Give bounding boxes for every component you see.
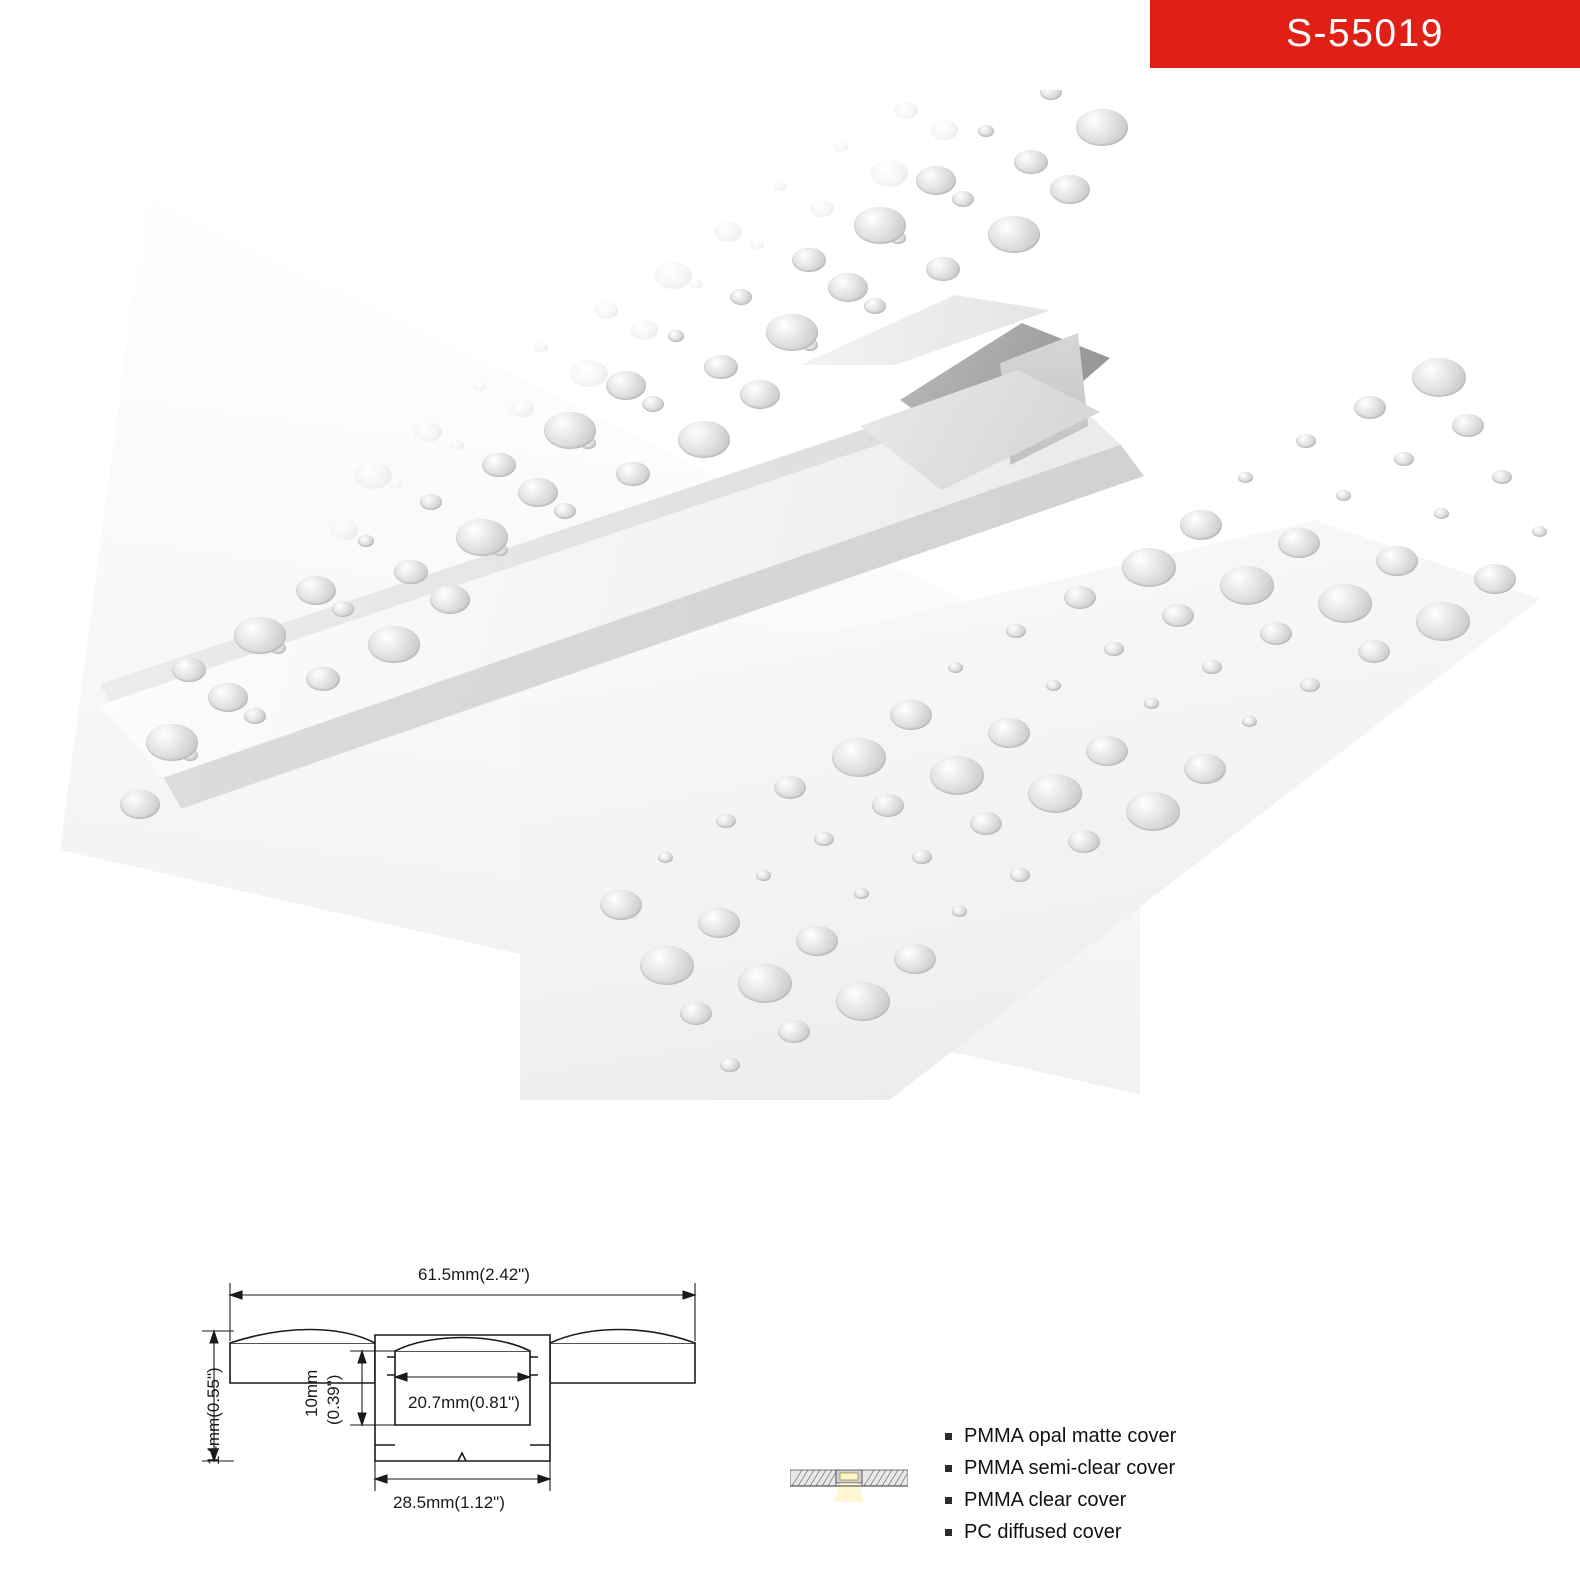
dimension-inner-height-label-line1: 10mm [302,1369,321,1417]
product-photo [0,90,1580,1100]
channel-end-cross-section [800,275,1120,525]
cover-option-item [945,1489,1365,1512]
cover-option-label: PMMA semi-clear cover [964,1457,1176,1479]
perforation-dot [1412,358,1466,397]
perforation-dot [930,120,958,140]
sku-badge [1150,0,1580,68]
perforation-dot [730,289,752,305]
perforation-dot [594,302,618,319]
perforation-dot [1296,434,1316,448]
dimension-channel-width-label: 28.5mm(1.12") [393,1493,505,1512]
perforation-dot [1014,150,1048,174]
perforation-dot [952,191,974,207]
sku-label: S-55019 [1286,12,1444,55]
cover-option-item [945,1425,1365,1448]
cover-option-label: PMMA clear cover [964,1489,1127,1511]
cover-option-item [945,1457,1365,1480]
perforation-dot [1040,90,1062,100]
dimension-drawing [190,1265,780,1515]
perforation-dot [690,280,702,289]
cover-option-label: PMMA opal matte cover [964,1425,1177,1447]
dimension-inner-width-label: 20.7mm(0.81") [408,1393,520,1412]
perforation-dot [654,262,692,289]
perforation-dot [894,102,918,119]
perforation-dot [810,200,834,217]
perforation-dot [1532,526,1547,537]
cover-option-item [945,1521,1365,1544]
perforation-dot [870,160,908,187]
bullet-icon [945,1433,952,1440]
bullet-icon [945,1465,952,1472]
perforation-dot [1076,109,1128,146]
bullet-icon [945,1497,952,1504]
perforation-dot [750,240,764,250]
perforation-dot [1394,452,1414,466]
dimension-overall-height-label: 14mm(0.55") [204,1367,223,1465]
perforation-dot [834,142,848,152]
perforation-dot [792,248,826,272]
perforation-dot [774,182,786,191]
perforation-dot [988,216,1040,253]
dimension-overall-width-label: 61.5mm(2.42") [418,1265,530,1284]
perforation-dot [1050,175,1090,204]
perforation-dot [890,232,906,244]
dimension-drawing-svg [190,1265,780,1515]
install-detail-svg [790,1462,908,1504]
perforation-dot [1492,470,1512,484]
cover-option-label: PC diffused cover [964,1521,1122,1543]
dimension-inner-height-label-line2: (0.39") [324,1374,343,1425]
perforation-dot [1452,414,1484,437]
cover-options-list [945,1425,1365,1553]
perforation-dot [916,166,956,195]
perforation-dot [1336,490,1351,501]
perforation-dot [1354,396,1386,419]
perforation-dot [978,125,994,137]
perforation-dot [1434,508,1449,519]
install-detail-thumbnail [790,1462,908,1504]
bullet-icon [945,1529,952,1536]
perforation-dot [854,207,906,244]
perforation-dot [714,222,742,242]
